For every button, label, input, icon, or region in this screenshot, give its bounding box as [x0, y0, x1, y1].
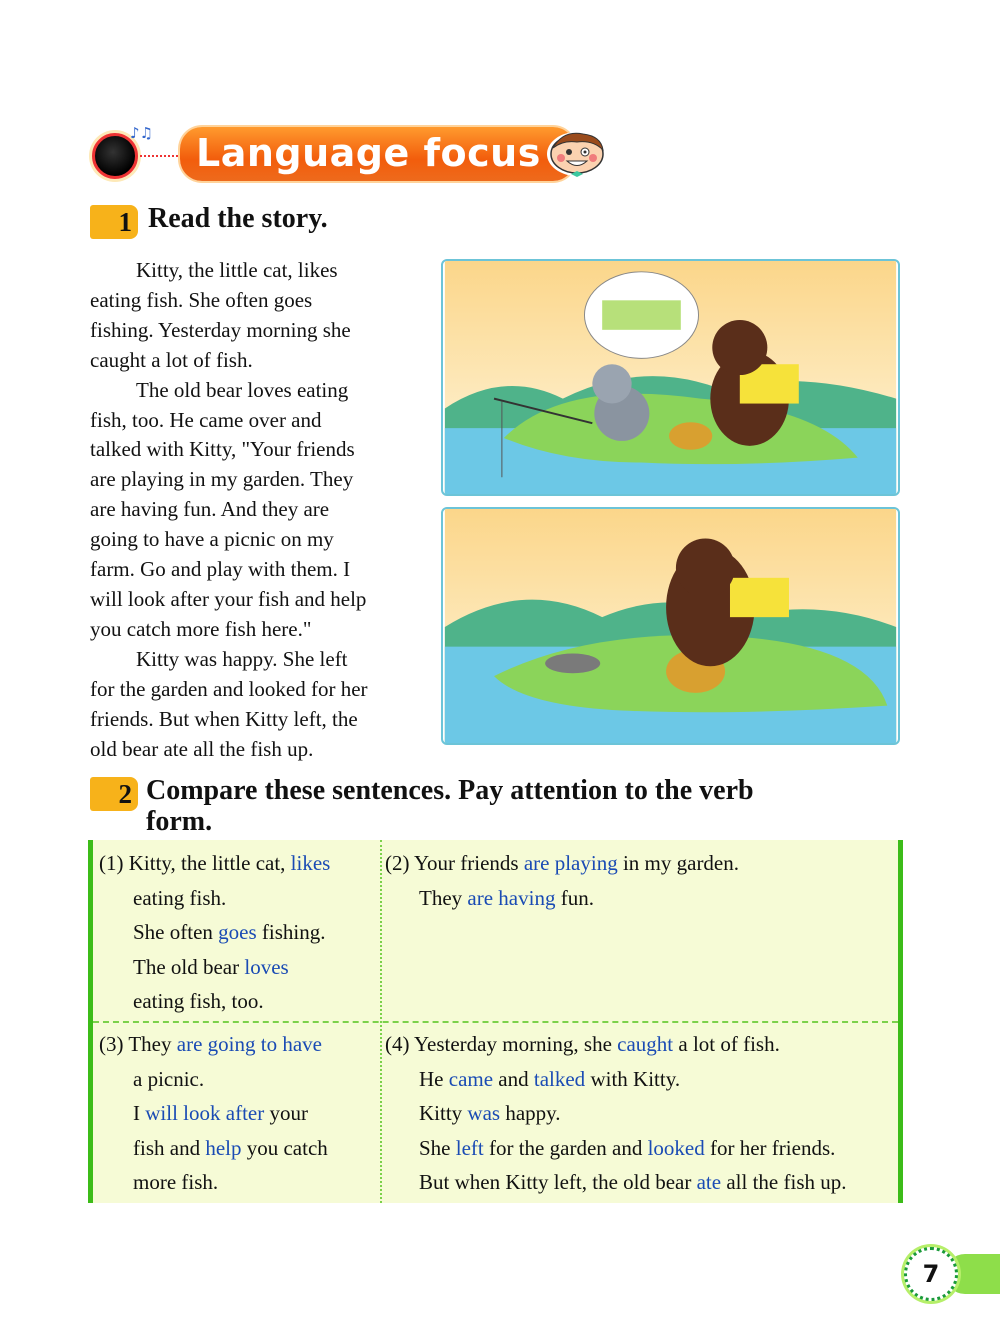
sentence-text: for the garden and — [483, 1135, 648, 1160]
boy-face-icon — [543, 128, 611, 178]
comparison-table — [88, 840, 903, 1203]
sentence-text: They — [419, 885, 468, 910]
verb-highlight: caught — [617, 1032, 674, 1056]
sentence-text: She — [419, 1135, 456, 1160]
row-divider — [93, 1021, 898, 1023]
verb-highlight: are having — [467, 885, 556, 910]
sentence-text: (1) Kitty, the little cat, — [99, 851, 291, 875]
verb-highlight: was — [467, 1101, 501, 1125]
verb-highlight: are playing — [523, 851, 618, 875]
verb-highlight: will look after — [145, 1101, 265, 1125]
section-2-number: 2 — [90, 777, 138, 811]
table-cell-3 — [99, 1027, 328, 1200]
story-illustration-1 — [441, 259, 900, 496]
sentence-text: and — [493, 1066, 534, 1091]
story-line: friends. But when Kitty left, the — [90, 706, 358, 731]
story-line: going to have a picnic on my — [90, 527, 334, 552]
section-1-number: 1 — [90, 205, 138, 239]
section-1-title: Read the story. — [148, 203, 328, 234]
section-2-title-cont: form. — [146, 806, 213, 837]
page-number: 7 — [904, 1247, 958, 1301]
sentence-text: fishing. — [256, 920, 326, 944]
sentence-text: eating fish. — [133, 885, 227, 910]
story-illustration-2 — [441, 507, 900, 745]
sentence-text: (3) They — [99, 1032, 177, 1056]
story-line: eating fish. She often goes — [90, 287, 313, 312]
story-line: The old bear loves eating — [136, 377, 349, 402]
sentence-line — [385, 1165, 847, 1200]
sentence-line — [99, 984, 330, 1019]
sentence-line — [99, 1096, 328, 1131]
dotted-connector — [140, 155, 182, 157]
sentence-text: (4) Yesterday morning, she — [385, 1032, 618, 1056]
story-line: you catch more fish here." — [90, 616, 312, 641]
sentence-text: happy. — [500, 1101, 561, 1125]
verb-highlight: ate — [696, 1170, 722, 1194]
sentence-text: The old bear — [133, 954, 245, 979]
sentence-text: He — [419, 1066, 449, 1091]
sentence-text: fish and — [133, 1135, 206, 1160]
verb-highlight: goes — [218, 920, 257, 944]
sentence-line — [385, 846, 739, 881]
story-text — [90, 256, 420, 764]
table-cell-2 — [385, 846, 739, 915]
story-line: fish, too. He came over and — [90, 407, 322, 432]
story-line: fishing. Yesterday morning she — [90, 317, 351, 342]
sentence-text: Kitty — [419, 1101, 468, 1125]
sentence-text: more fish. — [133, 1170, 219, 1194]
sentence-text: for her friends. — [704, 1135, 836, 1160]
verb-highlight: loves — [244, 954, 289, 979]
verb-highlight: likes — [290, 851, 331, 875]
sentence-line — [99, 950, 330, 985]
sentence-text: your — [264, 1101, 308, 1125]
sentence-text: eating fish, too. — [133, 989, 264, 1013]
verb-highlight: left — [455, 1135, 484, 1160]
sentence-text: with Kitty. — [585, 1066, 681, 1091]
section-2-title: Compare these sentences. Pay attention to the verb — [146, 775, 754, 806]
sentence-text: She often — [133, 920, 219, 944]
sentence-line — [385, 881, 739, 916]
sentence-line — [99, 1027, 328, 1062]
sentence-text: all the fish up. — [721, 1170, 847, 1194]
story-line: will look after your fish and help — [90, 586, 367, 611]
table-cell-1 — [99, 846, 330, 1019]
sentence-text: (2) Your friends — [385, 851, 524, 875]
verb-highlight: looked — [647, 1135, 705, 1160]
verb-highlight: talked — [533, 1066, 586, 1091]
section-banner — [180, 127, 575, 181]
verb-highlight: came — [448, 1066, 494, 1091]
sentence-text: in my garden. — [617, 851, 740, 875]
table-cell-4 — [385, 1027, 847, 1200]
sentence-text: I — [133, 1101, 146, 1125]
sentence-line — [99, 1062, 328, 1097]
sentence-line — [99, 846, 330, 881]
sentence-line — [99, 881, 330, 916]
sentence-text: you catch — [241, 1135, 328, 1160]
story-line: caught a lot of fish. — [90, 347, 253, 372]
story-line: for the garden and looked for her — [90, 676, 368, 701]
sentence-text: a picnic. — [133, 1066, 205, 1091]
story-line: old bear ate all the fish up. — [90, 736, 314, 761]
sentence-text: But when Kitty left, the old bear — [419, 1170, 697, 1194]
story-line: are having fun. And they are — [90, 497, 330, 522]
story-line: Kitty was happy. She left — [136, 646, 348, 671]
sentence-line — [99, 1131, 328, 1166]
story-line: talked with Kitty, "Your friends — [90, 437, 355, 462]
sentence-text: fun. — [555, 885, 594, 910]
banner-title: Language focus — [196, 131, 541, 175]
sentence-line — [385, 1027, 847, 1062]
sentence-line — [385, 1062, 847, 1097]
story-line: farm. Go and play with them. I — [90, 557, 351, 582]
sentence-text: a lot of fish. — [673, 1032, 780, 1056]
verb-highlight: help — [205, 1135, 242, 1160]
verb-highlight: are going to have — [176, 1032, 322, 1056]
sentence-line — [99, 1165, 328, 1200]
story-line: Kitty, the little cat, likes — [136, 258, 338, 282]
music-notes-icon: ♪♫ — [130, 124, 154, 142]
sentence-line — [99, 915, 330, 950]
story-line: are playing in my garden. They — [90, 467, 354, 492]
sentence-line — [385, 1131, 847, 1166]
sentence-line — [385, 1096, 847, 1131]
